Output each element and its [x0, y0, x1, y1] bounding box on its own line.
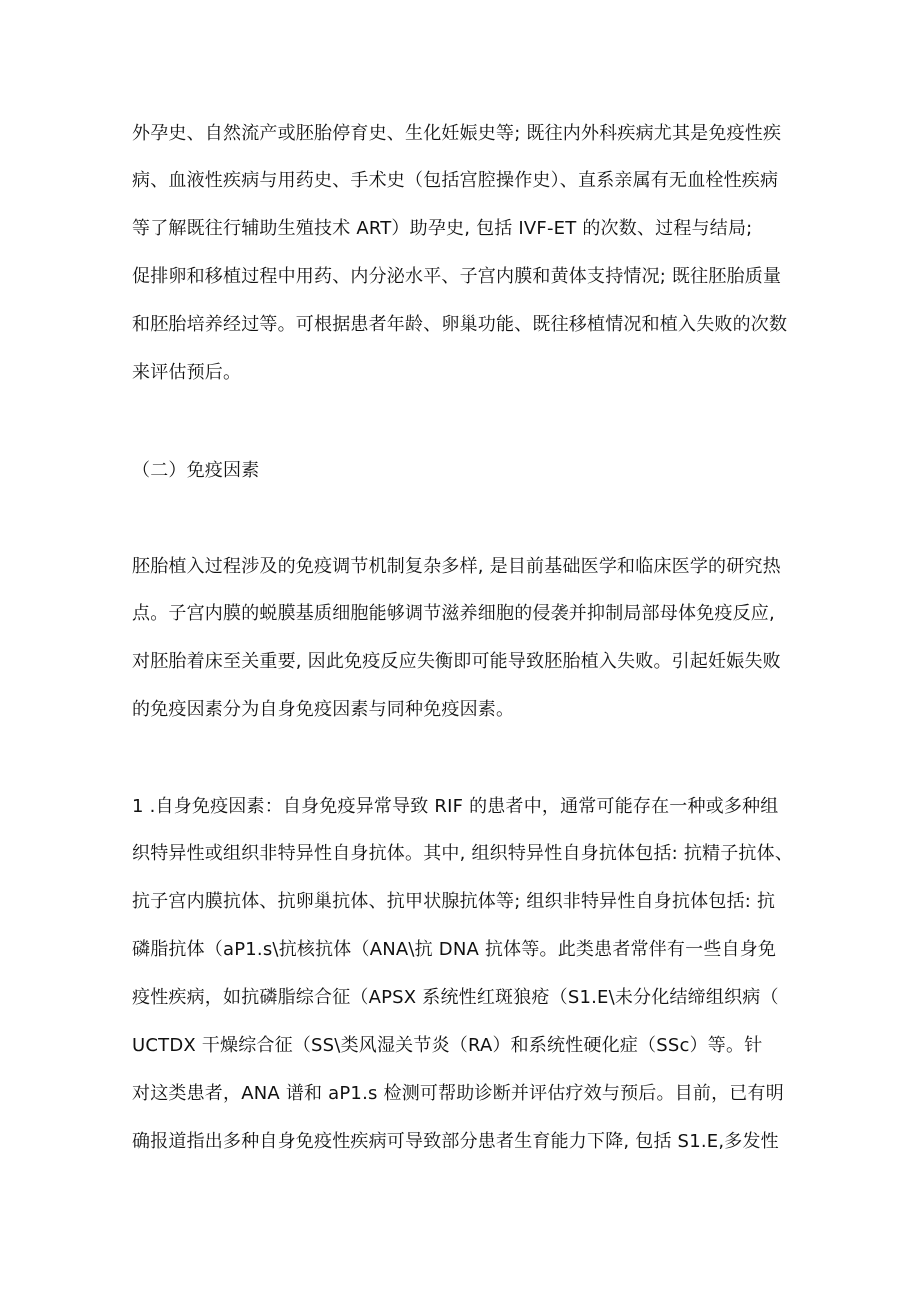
paragraph-2-line: 胚胎植入过程涉及的免疫调节机制复杂多样, 是目前基础医学和临床医学的研究热 [132, 556, 781, 577]
paragraph-2-line: 对胚胎着床至关重要, 因此免疫反应失衡即可能导致胚胎植入失败。引起妊娠失败 [132, 651, 781, 672]
paragraph-3-line: 对这类患者，ANA 谱和 aP1.s 检测可帮助诊断并评估疗效与预后。目前，已有明 [132, 1083, 784, 1104]
paragraph-1-line: 促排卵和移植过程中用药、内分泌水平、子宫内膜和黄体支持情况; 既往胚胎质量 [132, 266, 782, 287]
paragraph-1-line: 等了解既往行辅助生殖技术 ART）助孕史, 包括 IVF-ET 的次数、过程与结局; [132, 218, 753, 239]
paragraph-1-line: 病、血液性疾病与用药史、手术史（包括宫腔操作史）、直系亲属有无血栓性疾病 [132, 170, 779, 191]
paragraph-2-line: 的免疫因素分为自身免疫因素与同种免疫因素。 [132, 699, 515, 720]
paragraph-3-line: UCTDX 干燥综合征（SS\类风湿关节炎（RA）和系统性硬化症（SSc）等。针 [132, 1035, 763, 1056]
paragraph-3-line: 抗子宫内膜抗体、抗卵巢抗体、抗甲状腺抗体等; 组织非特异性自身抗体包括: 抗 [132, 891, 776, 912]
paragraph-3-line: 织特异性或组织非特异性自身抗体。其中, 组织特异性自身抗体包括: 抗精子抗体、 [132, 843, 794, 864]
paragraph-2-line: 点。子宫内膜的蜕膜基质细胞能够调节滋养细胞的侵袭并抑制局部母体免疫反应, [132, 603, 775, 624]
paragraph-3-line: 疫性疾病，如抗磷脂综合征（APSX 系统性红斑狼疮（S1.E\未分化结缔组织病（ [132, 987, 779, 1008]
paragraph-3-line: 1 .自身免疫因素：自身免疫异常导致 RIF 的患者中，通常可能存在一种或多种组 [132, 796, 779, 817]
paragraph-1-line: 外孕史、自然流产或胚胎停育史、生化妊娠史等; 既往内外科疾病尤其是免疫性疾 [132, 123, 782, 144]
section-heading: （二）免疫因素 [132, 460, 260, 481]
paragraph-1-line: 和胚胎培养经过等。可根据患者年龄、卵巢功能、既往移植情况和植入失败的次数 [132, 314, 788, 335]
paragraph-3-line: 确报道指出多种自身免疫性疾病可导致部分患者生育能力下降, 包括 S1.E,多发性 [132, 1131, 779, 1152]
paragraph-1-line: 来评估预后。 [132, 362, 242, 383]
paragraph-3-line: 磷脂抗体（aP1.s\抗核抗体（ANA\抗 DNA 抗体等。此类患者常伴有一些自身免 [132, 939, 777, 960]
